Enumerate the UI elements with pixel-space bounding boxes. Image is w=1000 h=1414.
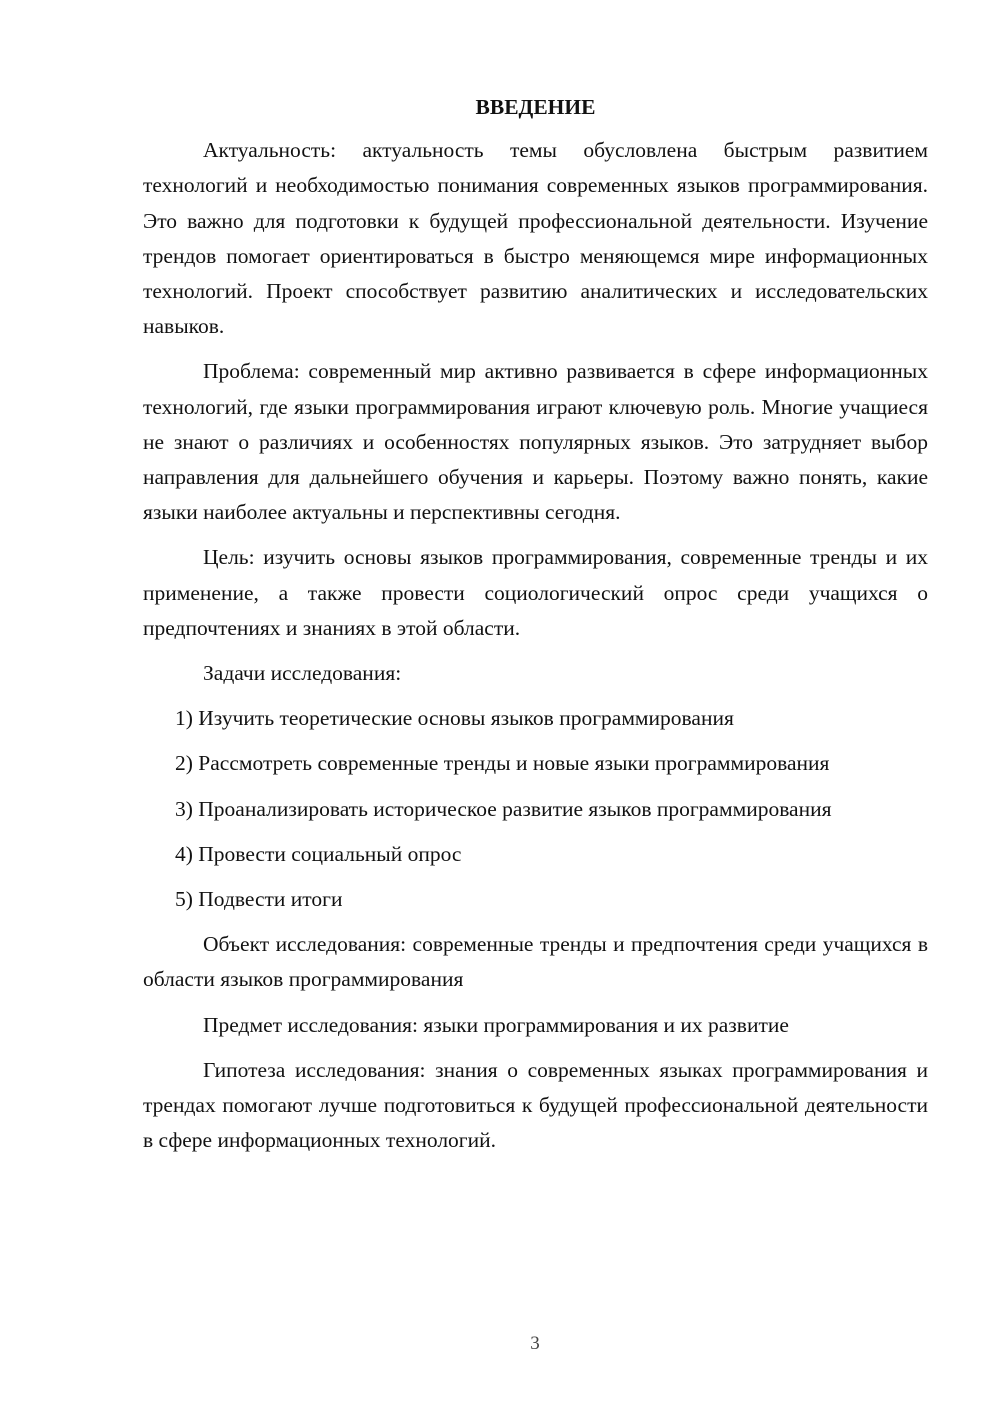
paragraph-relevance: Актуальность: актуальность темы обусловлена быстрым развитием технологий и необходимостью понимания современных языков программирования. Это важно для подготовки к будущей профессиональной деятельности. Изучение трендов помогает ориентироваться в быстро меняющемся мире информационных технологий. Проект способствует развитию аналитических и исследовательских навыков.	[143, 138, 928, 339]
paragraph-goal: Цель: изучить основы языков программирования, современные тренды и их применение, а также провести социологический опрос среди учащихся о предпочтениях и знаниях в этой области.	[143, 545, 928, 640]
document-page	[143, 90, 928, 1168]
paragraph-subject: Предмет исследования: языки программирования и их развитие	[203, 1012, 789, 1037]
tasks-heading: Задачи исследования:	[203, 661, 402, 686]
document-title: ВВЕДЕНИЕ	[475, 95, 596, 119]
paragraph-hypothesis: Гипотеза исследования: знания о современных языках программирования и трендах помогают лучше подготовиться к будущей профессиональной деятельности в сфере информационных технологий.	[143, 1057, 928, 1153]
page-number: 3	[530, 1333, 540, 1354]
paragraph-object: Объект исследования: современные тренды и предпочтения среди учащихся в области языков программирования	[143, 932, 928, 992]
task-item-5: 5) Подвести итоги	[175, 887, 343, 912]
task-item-3: 3) Проанализировать историческое развитие языков программирования	[175, 796, 832, 821]
task-item-4: 4) Провести социальный опрос	[175, 841, 462, 866]
task-item-2: 2) Рассмотреть современные тренды и новые языки программирования	[175, 751, 830, 776]
task-item-1: 1) Изучить теоретические основы языков программирования	[175, 706, 734, 731]
paragraph-problem: Проблема: современный мир активно развивается в сфере информационных технологий, где языки программирования играют ключевую роль. Многие учащиеся не знают о различиях и особенностях популярных языков. Это затрудняет выбор направления для дальнейшего обучения и карьеры. Поэтому важно понять, какие языки наиболее актуальны и перспективны сегодня.	[143, 359, 928, 525]
